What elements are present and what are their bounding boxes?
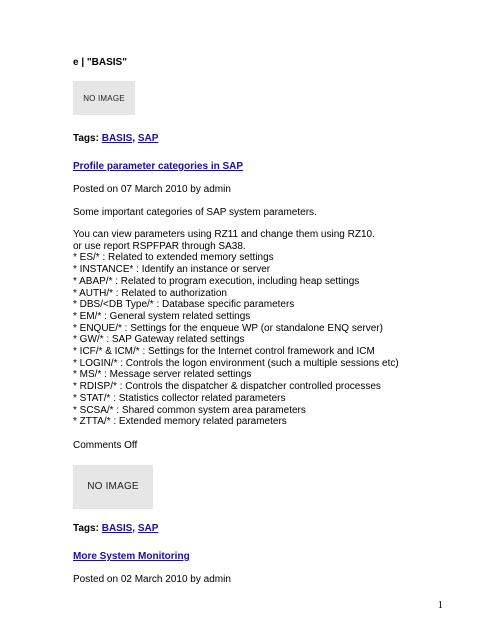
body-line: * MS/* : Message server related settings [73, 369, 252, 381]
body-line: * DBS/<DB Type/* : Database specific parameters [73, 299, 295, 311]
post-tags: Tags: BASIS, SAP [73, 133, 159, 144]
comments-status: Comments Off [73, 439, 138, 451]
body-line: * RDISP/* : Controls the dispatcher & dispatcher controlled processes [73, 381, 381, 393]
body-line: * ABAP/* : Related to program execution, including heap settings [73, 275, 360, 287]
tag-link-basis[interactable]: BASIS [101, 522, 133, 534]
no-image-label: NO IMAGE [83, 93, 125, 103]
post-meta: Posted on 07 March 2010 by admin [73, 184, 231, 195]
body-line: or use report RSPFPAR through SA38. [73, 240, 246, 252]
body-line: * ZTTA/* : Extended memory related parameters [73, 416, 287, 428]
tags-label: Tags: [73, 522, 99, 534]
page-header: e | "BASIS" [73, 57, 127, 68]
post-meta: Posted on 02 March 2010 by admin [73, 573, 231, 585]
tag-link-sap[interactable]: SAP [137, 133, 159, 144]
body-line: * LOGIN/* : Controls the logon environment (such a multiple sessions etc) [73, 357, 399, 369]
post-body [73, 229, 473, 428]
post-title-link[interactable]: More System Monitoring [73, 550, 190, 562]
body-line: * AUTH/* : Related to authorization [73, 287, 227, 299]
body-line: You can view parameters using RZ11 and change them using RZ10. [73, 229, 375, 240]
post-tags: Tags: BASIS, SAP [73, 522, 159, 534]
body-line: * INSTANCE* : Identify an instance or server [73, 264, 271, 276]
no-image-placeholder [73, 81, 135, 115]
body-line: * ICF/* & ICM/* : Settings for the Internet control framework and ICM [73, 346, 375, 358]
body-line: * GW/* : SAP Gateway related settings [73, 334, 245, 346]
no-image-label: NO IMAGE [87, 481, 139, 493]
document-page [73, 56, 473, 586]
body-line: * EM/* : General system related settings [73, 310, 251, 322]
tags-label: Tags: [73, 133, 99, 144]
page-number: 1 [437, 599, 443, 611]
post-intro: Some important categories of SAP system parameters. [73, 207, 317, 218]
tag-link-basis[interactable]: BASIS [101, 133, 133, 144]
body-line: * ENQUE/* : Settings for the enqueue WP (or standalone ENQ server) [73, 322, 383, 334]
no-image-placeholder [73, 465, 153, 509]
body-line: * STAT/* : Statistics collector related parameters [73, 392, 286, 404]
post-title-link[interactable]: Profile parameter categories in SAP [73, 161, 244, 172]
body-line: * SCSA/* : Shared common system area parameters [73, 404, 306, 416]
tag-link-sap[interactable]: SAP [137, 522, 159, 534]
body-line: * ES/* : Related to extended memory settings [73, 252, 274, 264]
